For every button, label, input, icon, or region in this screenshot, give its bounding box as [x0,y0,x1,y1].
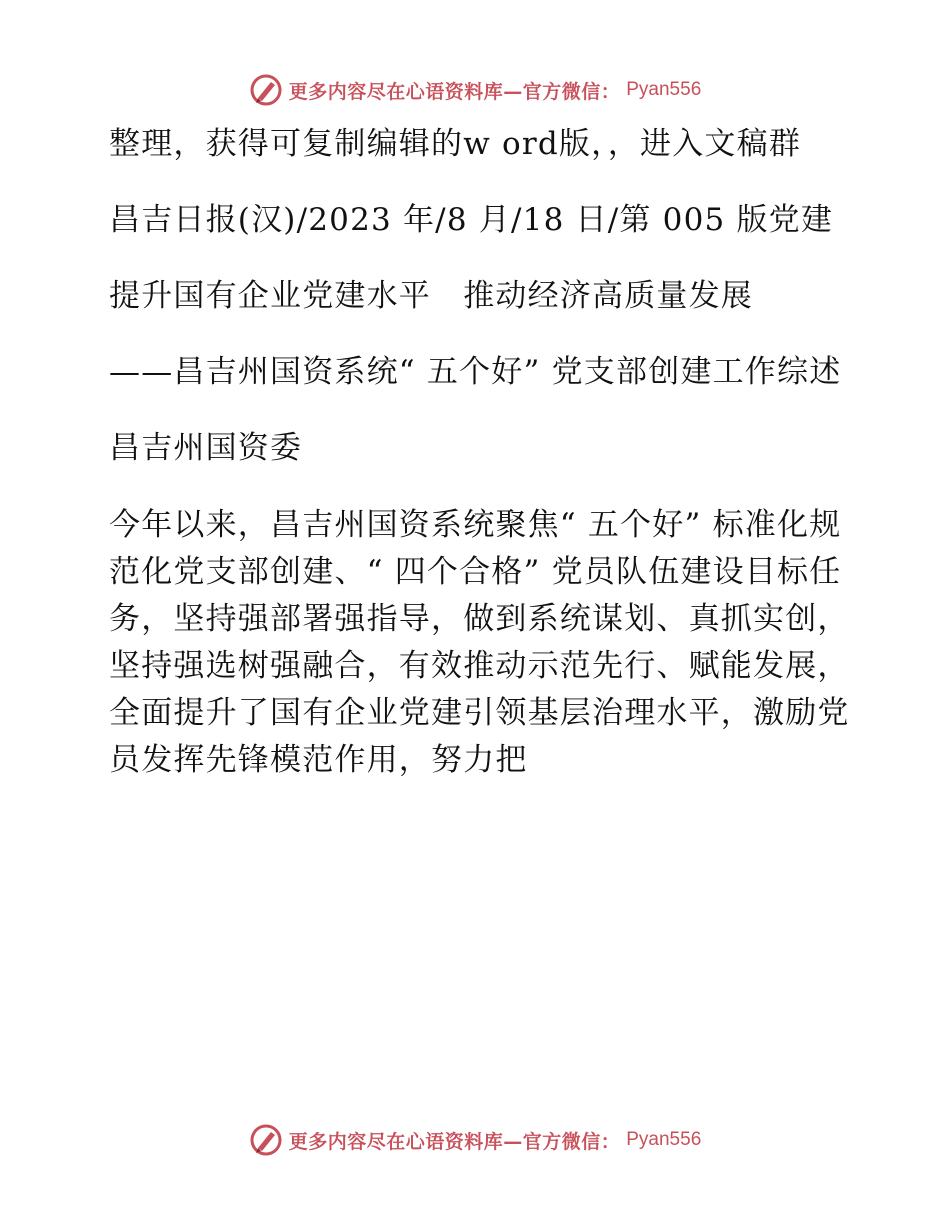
article-title: 提升国有企业党建水平 推动经济高质量发展 [109,278,753,314]
paragraph-source: 昌吉日报(汉)/2023 年/8 月/18 日/第 005 版党建 [109,202,834,238]
article-paragraph: 今年以来，昌吉州国资系统聚焦“ 五个好” 标准化规范化党支部创建、“ 四个合格” 党员队伍建设目标任务，坚持强部署强指导，做到系统谋划、真抓实创，坚持强选树强融合，有效推动示范先行、赋能发展，全面提升了国有企业党建引领基层治理水平，激励党员发挥先锋模范作用，努力把 [109,507,850,778]
header-watermark-banner [0,70,950,110]
article-author: 昌吉州国资委 [109,430,303,466]
watermark-text: 更多内容尽在心语资料库—官方微信： [288,1130,621,1153]
pen-circle-logo-icon [249,73,283,107]
document-body [97,122,857,784]
paragraph-note: 整理，获得可复制编辑的w ord版，，进入文稿群 [109,126,802,162]
article-subtitle: ——昌吉州国资系统“ 五个好” 党支部创建工作综述 [109,354,842,390]
footer-watermark-banner [0,1120,950,1160]
watermark-text: 更多内容尽在心语资料库—官方微信： [288,80,621,103]
pen-circle-logo-icon [249,1123,283,1157]
watermark-wechat-id: Pyan556 [626,79,702,100]
watermark-wechat-id: Pyan556 [626,1129,702,1150]
